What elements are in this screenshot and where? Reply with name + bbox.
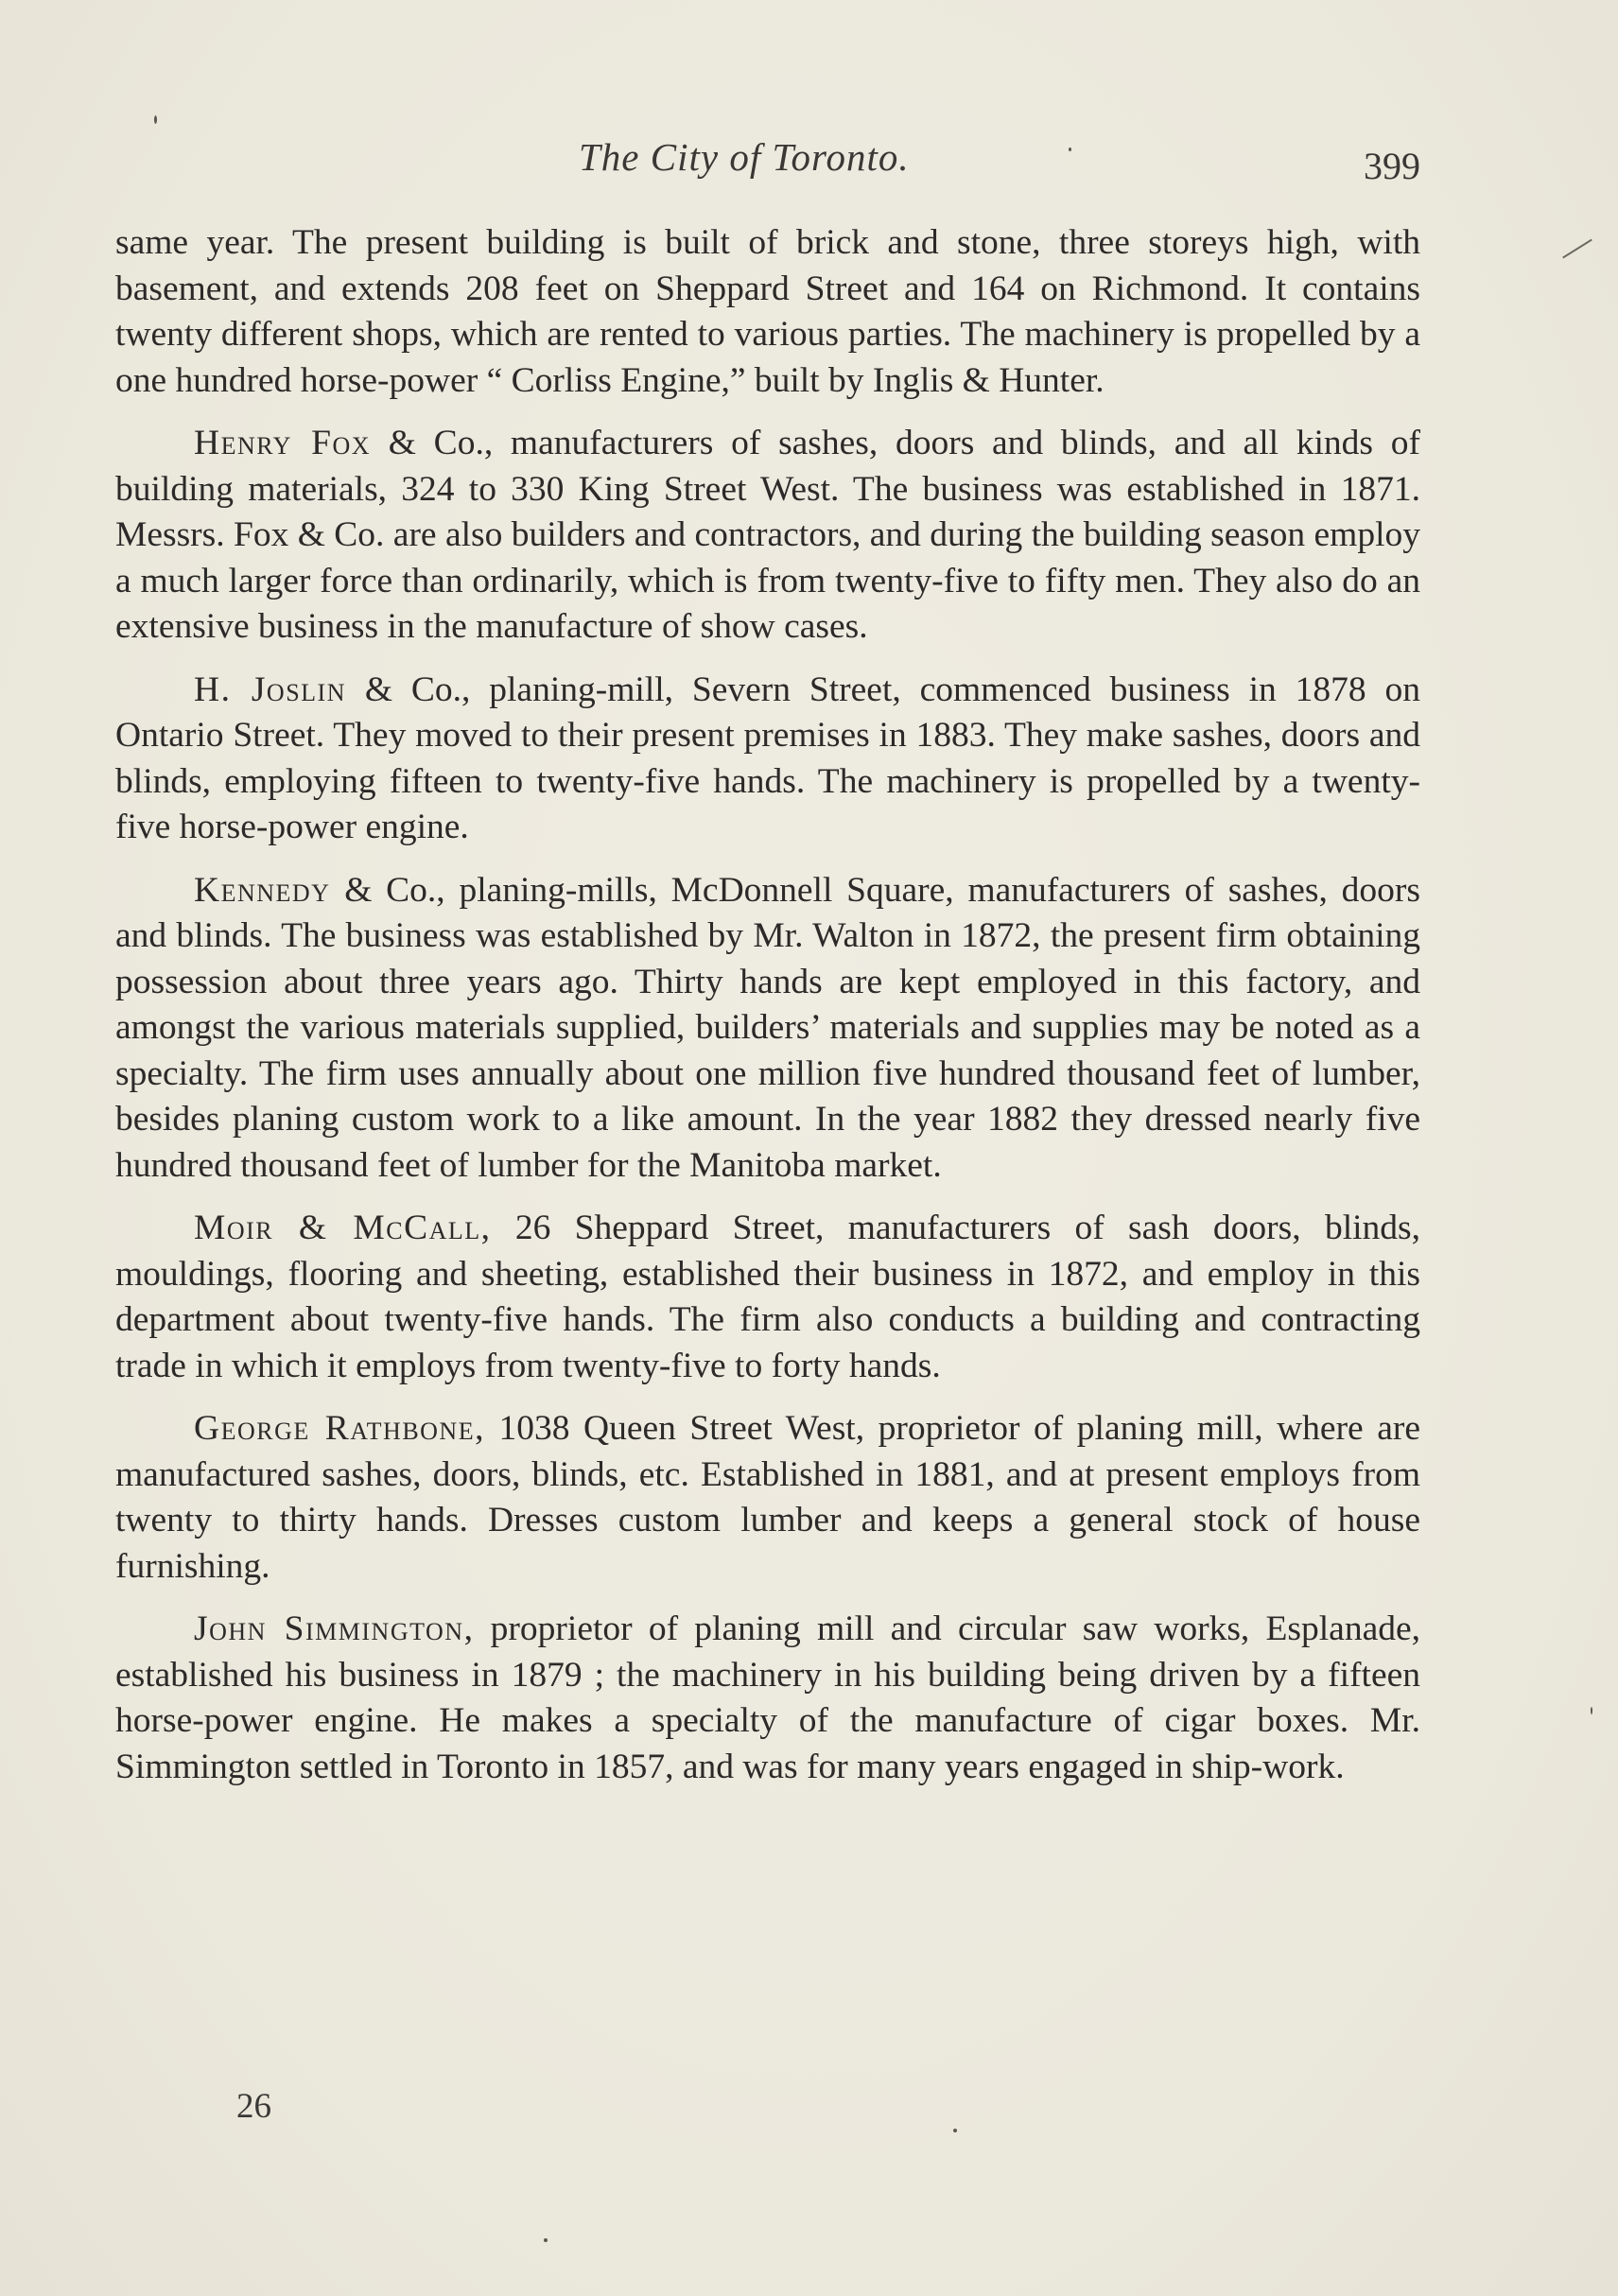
- paragraph-text: proprietor of planing mill and circular saw works, Esplanade, established his business in 1879 ; the machinery in his building being driven by a fifteen horse-power engine. He makes a specialty of the manufacture of cigar boxes. Mr. Simmington settled in Toronto in 1857, and was for many years engaged in ship-work.: [115, 1609, 1420, 1786]
- paragraph-text: & Co., planing-mill, Severn Street, commenced business in 1878 on Ontario Street. They moved to their present premises in 1883. They make sashes, doors and blinds, employing fifteen to twenty-five hands. The machinery is propelled by a twenty-five horse-power engine.: [115, 670, 1421, 846]
- paragraph-kennedy: [115, 868, 1420, 1190]
- firm-name: Henry Fox: [194, 424, 372, 462]
- page-number: 399: [1364, 145, 1420, 187]
- paper-speck: [544, 2238, 548, 2242]
- paragraph-john-simmington: [115, 1607, 1420, 1790]
- firm-name: John Simmington,: [194, 1609, 475, 1648]
- paper-speck: [154, 115, 157, 124]
- page-header: [115, 134, 1420, 191]
- paragraph-text: & Co., planing-mills, McDonnell Square, manufacturers of sashes, doors and blinds. The business was established by Mr. Walton in 1872, the present firm obtaining possession about three years ago. Thirty hands are kept employed in this factory, and amongst the various materials supplied, builders’ materials and supplies may be noted as a specialty. The firm uses annually about one million five hundred thousand feet of lumber, besides planing custom work to a like amount. In the year 1882 they dressed nearly five hundred thousand feet of lumber for the Manitoba market.: [115, 870, 1420, 1185]
- stray-pencil-mark: [1562, 239, 1592, 259]
- paragraph-text: same year. The present building is built of brick and stone, three storeys high, with basement, and extends 208 feet on Sheppard Street and 164 on Richmond. It contains twenty different shops, which are rented to various parties. The machinery is propelled by a one hundred horse-power “ Corliss Engine,” built by Inglis & Hunter.: [115, 223, 1420, 400]
- paragraph-text: & Co., manufacturers of sashes, doors and blinds, and all kinds of building materials, 324 to 330 King Street West. The business was established in 1871. Messrs. Fox & Co. are also builders and contractors, and during the building season employ a much larger force than ordinarily, which is from twenty-five to fifty men. They also do an extensive business in the manufacture of show cases.: [115, 424, 1420, 646]
- firm-name: George Rathbone,: [194, 1409, 485, 1448]
- paragraph-moir-mccall: [115, 1206, 1420, 1389]
- paragraph-henry-fox: [115, 421, 1420, 651]
- paper-speck: [1069, 148, 1071, 151]
- firm-name: H. Joslin: [194, 670, 346, 709]
- paragraph-text: 26 Sheppard Street, manufacturers of sash doors, blinds, mouldings, flooring and sheeting, established their business in 1872, and employ in this department about twenty-five hands. The firm also conducts a building and contracting trade in which it employs from twenty-five to forty hands.: [115, 1209, 1420, 1385]
- paragraph-text: 1038 Queen Street West, proprietor of planing mill, where are manufactured sashes, doors, blinds, etc. Established in 1881, and at present employs from twenty to thirty hands. Dresses custom lumber and keeps a general stock of house furnishing.: [115, 1409, 1420, 1586]
- paper-speck: [953, 2129, 957, 2132]
- paragraph-continuation: [115, 220, 1420, 404]
- paper-speck: [1591, 1707, 1592, 1714]
- firm-name: Moir & McCall,: [194, 1209, 492, 1247]
- running-title: The City of Toronto.: [579, 135, 910, 179]
- firm-name: Kennedy: [194, 870, 331, 910]
- paragraph-george-rathbone: [115, 1406, 1420, 1590]
- body-text: [115, 220, 1420, 1807]
- signature-mark: 26: [236, 2087, 271, 2126]
- paragraph-h-joslin: [115, 668, 1420, 851]
